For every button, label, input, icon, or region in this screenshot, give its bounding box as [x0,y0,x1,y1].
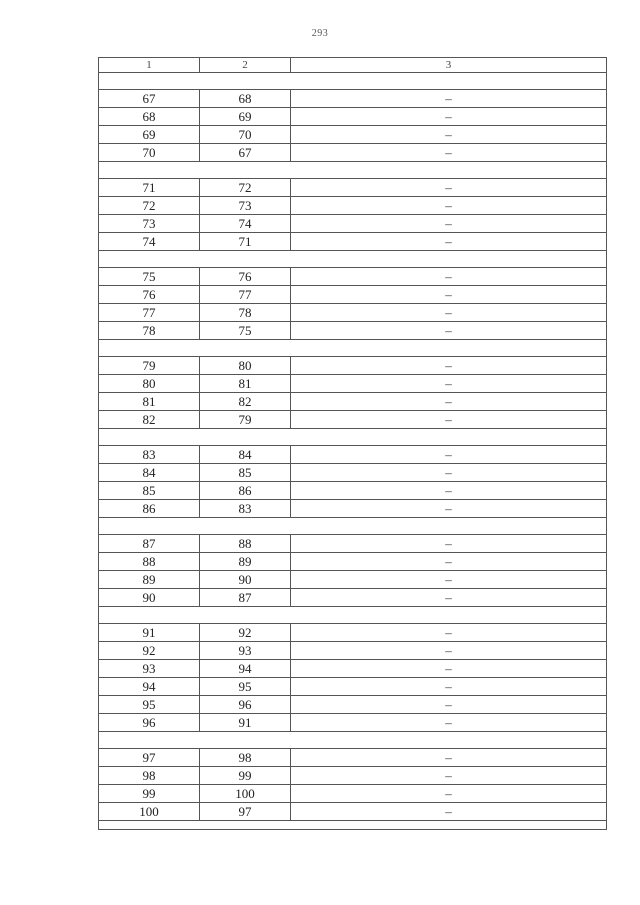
cell-col-2: 84 [200,446,291,464]
table-row [99,553,607,571]
cell-col-2: 100 [200,785,291,803]
table-row [99,357,607,375]
table-row [99,571,607,589]
table-row [99,108,607,126]
cell-col-1: 96 [99,714,200,732]
cell-col-2: 97 [200,803,291,821]
cell-col-1: 77 [99,304,200,322]
cell-col-1: 67 [99,90,200,108]
table-row [99,535,607,553]
cell-col-3: – [291,767,607,785]
cell-col-2: 69 [200,108,291,126]
cell-col-3: – [291,464,607,482]
cell-col-3: – [291,233,607,251]
cell-col-1: 99 [99,785,200,803]
table-row [99,411,607,429]
cell-col-3: – [291,803,607,821]
cell-col-3: – [291,714,607,732]
group-separator-row [99,821,607,830]
cell-col-1: 71 [99,179,200,197]
column-header-3: 3 [291,58,607,73]
cell-col-1: 91 [99,624,200,642]
cell-col-1: 89 [99,571,200,589]
cell-col-1: 97 [99,749,200,767]
cell-col-2: 98 [200,749,291,767]
cell-col-1: 75 [99,268,200,286]
group-separator-row [99,340,607,357]
cell-col-1: 95 [99,696,200,714]
table-row [99,197,607,215]
cell-col-2: 78 [200,304,291,322]
cell-col-2: 86 [200,482,291,500]
cell-col-3: – [291,393,607,411]
cell-col-2: 81 [200,375,291,393]
group-separator-row [99,732,607,749]
cell-col-2: 85 [200,464,291,482]
header-row [99,58,607,73]
cell-col-1: 87 [99,535,200,553]
table-row [99,696,607,714]
cell-col-3: – [291,785,607,803]
cell-col-3: – [291,571,607,589]
table-row [99,446,607,464]
cell-col-1: 69 [99,126,200,144]
table-row [99,767,607,785]
cell-col-1: 70 [99,144,200,162]
cell-col-2: 90 [200,571,291,589]
table-row [99,144,607,162]
table-row [99,304,607,322]
cell-col-1: 82 [99,411,200,429]
table-row [99,179,607,197]
cell-col-2: 87 [200,589,291,607]
table-row [99,482,607,500]
data-table [98,57,607,830]
cell-col-3: – [291,660,607,678]
cell-col-3: – [291,446,607,464]
cell-col-2: 76 [200,268,291,286]
table-row [99,268,607,286]
cell-col-1: 85 [99,482,200,500]
cell-col-1: 81 [99,393,200,411]
cell-col-2: 89 [200,553,291,571]
cell-col-1: 88 [99,553,200,571]
cell-col-3: – [291,375,607,393]
cell-col-1: 76 [99,286,200,304]
table-row [99,660,607,678]
separator-cell [99,429,607,446]
cell-col-2: 71 [200,233,291,251]
cell-col-2: 73 [200,197,291,215]
separator-cell [99,518,607,535]
cell-col-3: – [291,215,607,233]
table-row [99,785,607,803]
cell-col-1: 93 [99,660,200,678]
table-row [99,500,607,518]
cell-col-3: – [291,678,607,696]
table-row [99,678,607,696]
cell-col-3: – [291,268,607,286]
cell-col-2: 96 [200,696,291,714]
separator-cell [99,607,607,624]
cell-col-1: 83 [99,446,200,464]
table-row [99,375,607,393]
table-row [99,589,607,607]
cell-col-3: – [291,696,607,714]
cell-col-3: – [291,126,607,144]
column-header-1: 1 [99,58,200,73]
cell-col-3: – [291,535,607,553]
table-row [99,215,607,233]
cell-col-1: 94 [99,678,200,696]
cell-col-2: 74 [200,215,291,233]
cell-col-3: – [291,589,607,607]
cell-col-2: 75 [200,322,291,340]
cell-col-2: 80 [200,357,291,375]
separator-cell [99,251,607,268]
table-body [99,58,607,830]
cell-col-2: 79 [200,411,291,429]
cell-col-3: – [291,642,607,660]
cell-col-2: 93 [200,642,291,660]
cell-col-2: 92 [200,624,291,642]
table-row [99,126,607,144]
separator-cell [99,821,607,830]
column-header-2: 2 [200,58,291,73]
table-row [99,393,607,411]
table-row [99,90,607,108]
cell-col-3: – [291,749,607,767]
cell-col-1: 72 [99,197,200,215]
cell-col-2: 70 [200,126,291,144]
separator-cell [99,73,607,90]
page-number: 293 [311,28,329,39]
cell-col-2: 91 [200,714,291,732]
table-row [99,624,607,642]
cell-col-1: 90 [99,589,200,607]
separator-cell [99,732,607,749]
group-separator-row [99,73,607,90]
cell-col-3: – [291,482,607,500]
cell-col-2: 99 [200,767,291,785]
cell-col-1: 86 [99,500,200,518]
cell-col-3: – [291,411,607,429]
cell-col-2: 83 [200,500,291,518]
cell-col-1: 73 [99,215,200,233]
group-separator-row [99,251,607,268]
cell-col-3: – [291,144,607,162]
table-row [99,464,607,482]
table-row [99,322,607,340]
table-row [99,286,607,304]
cell-col-3: – [291,179,607,197]
cell-col-2: 77 [200,286,291,304]
cell-col-1: 79 [99,357,200,375]
separator-cell [99,162,607,179]
cell-col-1: 80 [99,375,200,393]
table-row [99,803,607,821]
group-separator-row [99,518,607,535]
cell-col-1: 98 [99,767,200,785]
cell-col-3: – [291,108,607,126]
separator-cell [99,340,607,357]
cell-col-1: 92 [99,642,200,660]
table-row [99,233,607,251]
group-separator-row [99,162,607,179]
cell-col-3: – [291,322,607,340]
cell-col-1: 74 [99,233,200,251]
cell-col-3: – [291,500,607,518]
cell-col-3: – [291,286,607,304]
group-separator-row [99,429,607,446]
cell-col-2: 95 [200,678,291,696]
cell-col-3: – [291,304,607,322]
cell-col-3: – [291,553,607,571]
cell-col-3: – [291,624,607,642]
cell-col-2: 88 [200,535,291,553]
cell-col-2: 94 [200,660,291,678]
cell-col-1: 78 [99,322,200,340]
cell-col-1: 68 [99,108,200,126]
table-row [99,714,607,732]
cell-col-3: – [291,90,607,108]
cell-col-2: 72 [200,179,291,197]
cell-col-3: – [291,197,607,215]
cell-col-1: 84 [99,464,200,482]
cell-col-2: 67 [200,144,291,162]
cell-col-3: – [291,357,607,375]
table-row [99,749,607,767]
cell-col-2: 82 [200,393,291,411]
group-separator-row [99,607,607,624]
cell-col-2: 68 [200,90,291,108]
table-row [99,642,607,660]
cell-col-1: 100 [99,803,200,821]
